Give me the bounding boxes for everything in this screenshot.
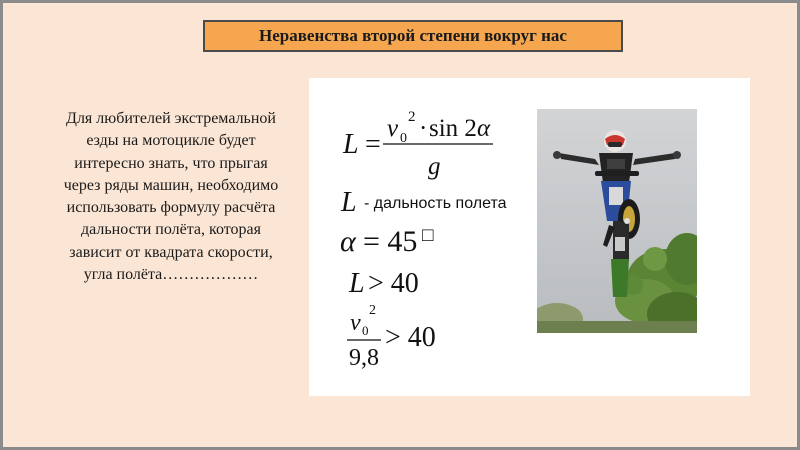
- ineq2-v: v: [350, 310, 361, 336]
- formula1-dot: ·: [419, 115, 428, 142]
- ineq2-rhs: > 40: [385, 322, 436, 353]
- formula1-v-sup: 2: [408, 109, 416, 125]
- ineq2-v-sub: 0: [362, 323, 369, 338]
- body-text: Для любителей экстремальной езды на мотоцикле будет интересно знать, что прыгая через ряды машин, необходимо использовать формулу расчёта дальности полёта, которая зависит от квадрата скорости, угла полёта………………: [63, 110, 279, 284]
- formula1-g: g: [428, 153, 441, 180]
- ineq1-L: L: [349, 268, 365, 299]
- formula1-v-sub: 0: [400, 131, 407, 146]
- motorcycle-jump-photo: [537, 109, 697, 333]
- slide-border-top: [0, 0, 800, 3]
- ineq2-v-sup: 2: [369, 303, 376, 318]
- range-label: - дальность полета: [364, 195, 507, 212]
- degree-glyph: □: [422, 225, 434, 246]
- slide-title: Неравенства второй степени вокруг нас: [203, 20, 623, 52]
- slide-border-left: [0, 0, 3, 450]
- angle-value: = 45: [363, 225, 418, 258]
- formula1-sin: sin 2: [429, 115, 477, 142]
- formula1-equals: =: [365, 129, 381, 160]
- formula1-v: v: [387, 115, 399, 142]
- ineq2-denominator: 9,8: [349, 345, 379, 371]
- ineq1-rhs: > 40: [368, 268, 419, 299]
- formula1-alpha: α: [477, 115, 491, 142]
- range-L: L: [341, 187, 357, 218]
- angle-alpha: α: [340, 225, 356, 258]
- formula1-L: L: [343, 129, 359, 160]
